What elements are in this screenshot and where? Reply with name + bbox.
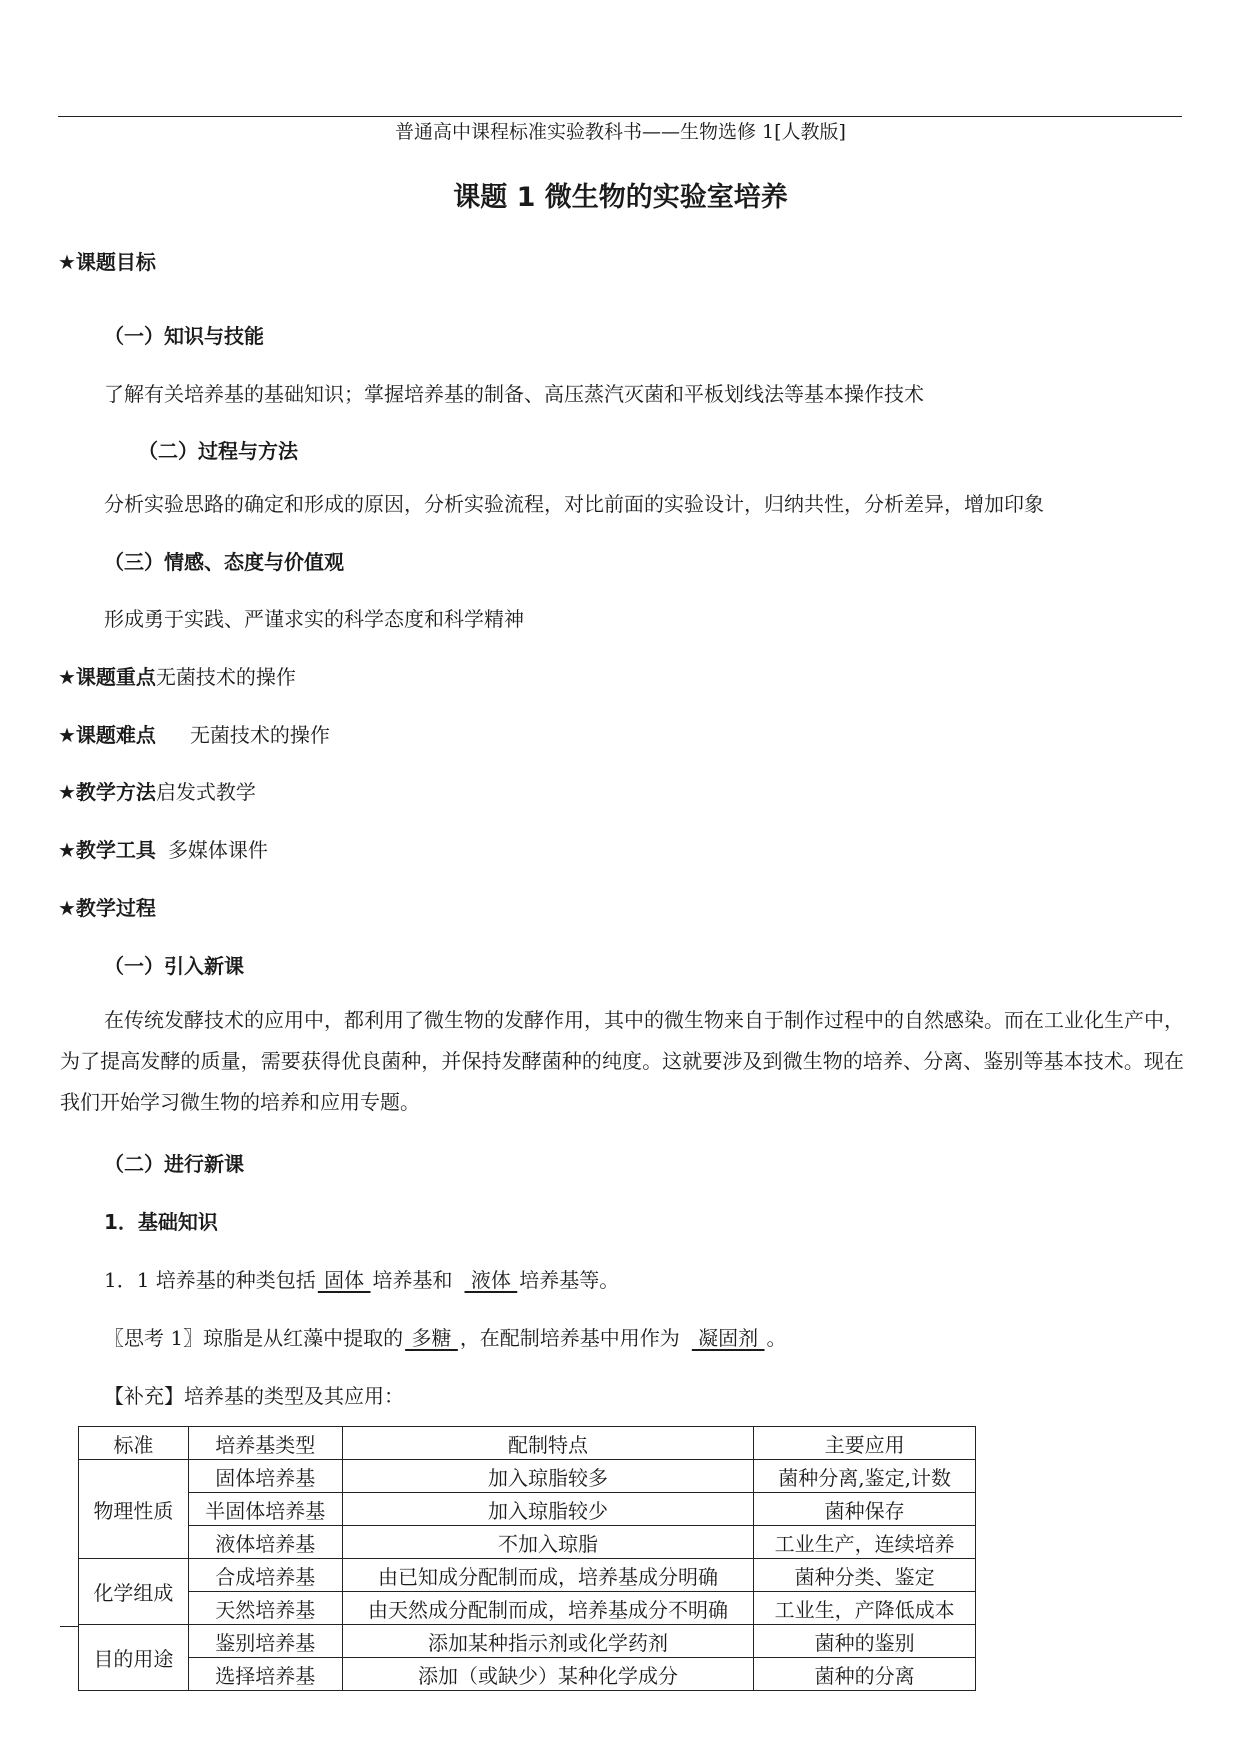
knowledge-text: 了解有关培养基的基础知识；掌握培养基的制备、高压蒸汽灭菌和平板划线法等基本操作技术 [104,382,924,406]
difficulty-line [58,719,330,748]
tools-line [58,834,268,863]
think1-mid: ，在配制培养基中用作为 [459,1326,680,1350]
table-row [79,1592,976,1625]
q1-blank-liquid: 液体 [464,1268,518,1292]
tools-label: ★教学工具 [58,838,156,862]
q1-mid: 培养基和 [372,1268,453,1292]
table-cell: 天然培养基 [188,1592,342,1625]
table-cell: 工业生，产降低成本 [754,1592,976,1625]
table-row [79,1559,976,1592]
difficulty-value: 无菌技术的操作 [189,723,330,747]
table-cell: 鉴别培养基 [188,1625,342,1658]
table-cell: 菌种分类、鉴定 [754,1559,976,1592]
process-heading: （二）过程与方法 [138,439,298,463]
table-cell: 添加某种指示剂或化学药剂 [342,1625,754,1658]
attitude-text: 形成勇于实践、严谨求实的科学态度和科学精神 [104,607,524,631]
table-header-cell: 配制特点 [342,1427,754,1460]
table-cell: 添加（或缺少）某种化学成分 [342,1658,754,1691]
running-header: 普通高中课程标准实验教科书——生物选修 1[人教版] [395,121,846,143]
table-row [79,1526,976,1559]
q1-blank-solid: 固体 [317,1268,371,1292]
table-cell: 半固体培养基 [188,1493,342,1526]
think-1 [104,1322,787,1351]
table-cell: 加入琼脂较多 [342,1460,754,1493]
q1-post: 培养基等。 [519,1268,620,1292]
method-line [58,776,256,805]
supplement-line: 【补充】培养基的类型及其应用： [104,1384,404,1408]
table-cell: 固体培养基 [188,1460,342,1493]
table-cell: 液体培养基 [188,1526,342,1559]
basics-heading: 1．基础知识 [104,1210,218,1234]
table-cell: 菌种的分离 [754,1658,976,1691]
method-label: ★教学方法 [58,780,156,804]
footnote-separator [60,1626,78,1627]
table-cell: 菌种的鉴别 [754,1625,976,1658]
group-cell-purpose: 目的用途 [79,1625,189,1691]
think1-blank-polysaccharide: 多糖 [405,1326,458,1350]
think1-post: 。 [766,1326,787,1350]
table-row [79,1460,976,1493]
table-header-row [79,1427,976,1460]
think1-pre: 〖思考 1〗琼脂是从红藻中提取的 [104,1326,404,1350]
table-cell: 不加入琼脂 [342,1526,754,1559]
table-header-cell: 标准 [79,1427,189,1460]
attitude-heading: （三）情感、态度与价值观 [104,550,344,574]
intro-heading: （一）引入新课 [104,954,244,978]
group-cell-physical: 物理性质 [79,1460,189,1559]
method-value: 启发式教学 [155,780,256,804]
new-lesson-heading: （二）进行新课 [104,1152,244,1176]
table-header-cell: 主要应用 [754,1427,976,1460]
key-point-label: ★课题重点 [58,665,156,689]
table-header-cell: 培养基类型 [188,1427,342,1460]
table-row [79,1625,976,1658]
process-text: 分析实验思路的确定和形成的原因，分析实验流程，对比前面的实验设计，归纳共性，分析差异，增加印象 [104,492,1044,516]
page-title: 课题 1 微生物的实验室培养 [453,182,788,213]
question-1-1 [104,1264,619,1293]
table-cell: 合成培养基 [188,1559,342,1592]
table-cell: 选择培养基 [188,1658,342,1691]
think1-blank-coagulant: 凝固剂 [691,1326,765,1350]
process-section-heading: ★教学过程 [58,896,156,920]
table-cell: 由已知成分配制而成，培养基成分明确 [342,1559,754,1592]
key-point-line [58,661,296,690]
tools-value: 多媒体课件 [167,838,268,862]
table-row [79,1493,976,1526]
difficulty-label: ★课题难点 [58,723,156,747]
goals-heading: ★课题目标 [58,250,156,274]
key-point-value: 无菌技术的操作 [155,665,296,689]
intro-paragraph: 在传统发酵技术的应用中，都利用了微生物的发酵作用，其中的微生物来自于制作过程中的自然感染。而在工业化生产中，为了提高发酵的质量，需要获得优良菌种，并保持发酵菌种的纯度。这就要涉及到微生物的培养、分离、鉴别等基本技术。现在我们开始学习微生物的培养和应用专题。 [60,1008,1184,1114]
group-cell-chemical: 化学组成 [79,1559,189,1625]
table-cell: 工业生产，连续培养 [754,1526,976,1559]
table-cell: 由天然成分配制而成，培养基成分不明确 [342,1592,754,1625]
table-cell: 菌种保存 [754,1493,976,1526]
table-row [79,1658,976,1691]
knowledge-heading: （一）知识与技能 [104,324,264,348]
table-cell: 菌种分离,鉴定,计数 [754,1460,976,1493]
medium-types-table [78,1426,976,1691]
q1-pre: 1．1 培养基的种类包括 [104,1268,316,1292]
table-cell: 加入琼脂较少 [342,1493,754,1526]
